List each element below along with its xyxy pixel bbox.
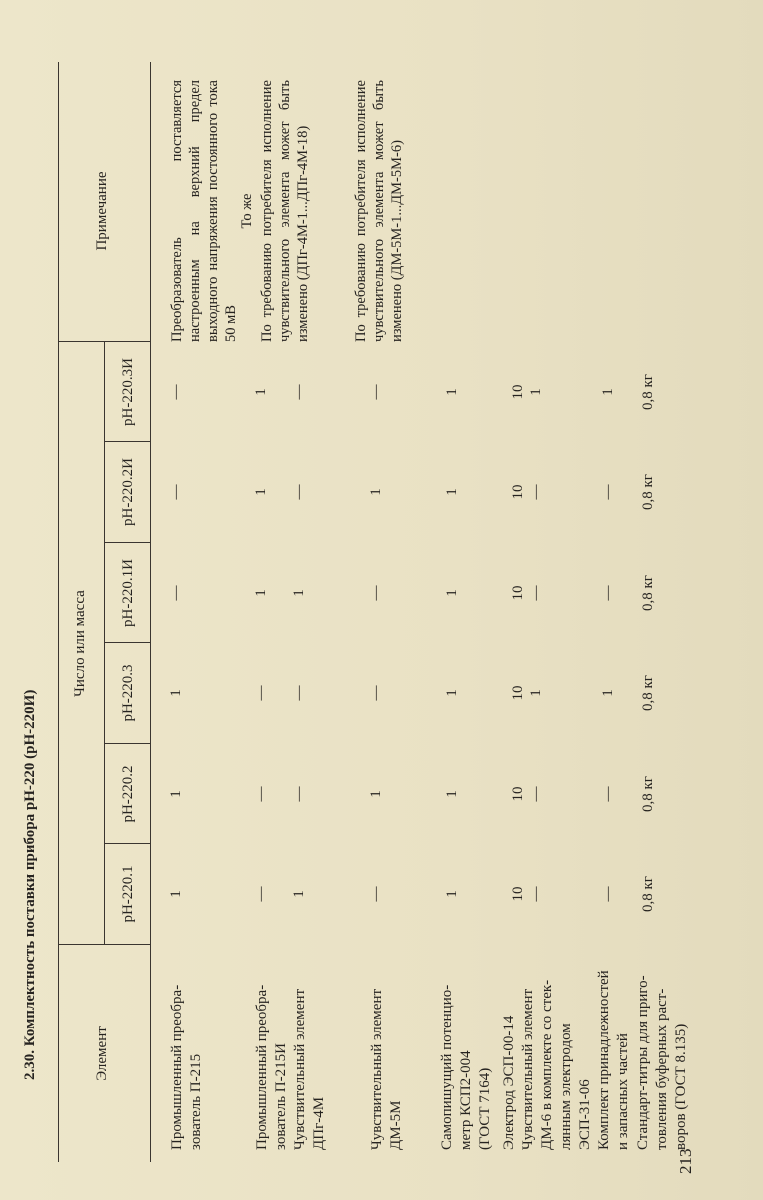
row-value: 1 xyxy=(291,589,307,597)
header-model-2: pH-220.2 xyxy=(120,765,136,823)
row-value: 10 xyxy=(510,685,526,701)
row-value: 1 xyxy=(253,488,269,496)
header-bottom-rule xyxy=(150,62,151,1162)
row-element-label: Промышленный преобра- зователь П-215 xyxy=(169,984,204,1150)
row-value: 1 xyxy=(444,589,460,597)
row-value: 0,8 кг xyxy=(640,575,656,611)
header-element: Элемент xyxy=(94,1026,110,1081)
row-element-label: Стандарт-титры для приго- товления буферных раст- воров (ГОСТ 8.135) xyxy=(635,975,689,1150)
header-model-4: pH-220.1И xyxy=(120,559,136,627)
row-value: — xyxy=(168,384,184,400)
row-value: 1 xyxy=(168,689,184,697)
row-value: 1 xyxy=(444,388,460,396)
row-value: — xyxy=(368,585,384,601)
row-value: 0,8 кг xyxy=(640,374,656,410)
row-value: 0,8 кг xyxy=(640,876,656,912)
row-value: — xyxy=(528,585,544,601)
row-value: 1 xyxy=(253,388,269,396)
table-caption: 2.30. Комплектность поставки прибора pH-220 (pH-220И) xyxy=(22,689,38,1080)
row-value: — xyxy=(600,886,616,902)
header-model-6: pH-220.3И xyxy=(120,358,136,426)
row-note: По требованию потребителя исполнение чувствительного элемента может быть изменено (ДМ-5М-1...ДМ-5М-6) xyxy=(353,80,405,342)
row-value: — xyxy=(600,484,616,500)
header-note: Примечание xyxy=(94,171,110,251)
row-element-label: Комплект принадлежностей и запасных частей xyxy=(596,970,631,1150)
row-value: — xyxy=(291,685,307,701)
row-value: — xyxy=(368,685,384,701)
row-value: 1 xyxy=(444,488,460,496)
row-value: — xyxy=(253,886,269,902)
row-value: — xyxy=(528,886,544,902)
row-value: 1 xyxy=(168,790,184,798)
row-value: 1 xyxy=(291,890,307,898)
row-note: Преобразователь поставляется настроенным на верхний предел выходного напряжения постоянного тока 50 мВ xyxy=(169,80,239,342)
row-element-label: Чувствительный элемент ДПг-4М xyxy=(292,988,327,1150)
row-value: — xyxy=(291,384,307,400)
row-value: 0,8 кг xyxy=(640,474,656,510)
row-value: 10 xyxy=(510,384,526,400)
row-value: — xyxy=(253,786,269,802)
row-element-label: Самопишущий потенцио- метр КСП2-004 (ГОСТ 7164) xyxy=(439,984,493,1150)
row-value: — xyxy=(600,585,616,601)
row-value: 1 xyxy=(444,689,460,697)
page-number: 213 xyxy=(676,1148,695,1174)
header-model-5: pH-220.2И xyxy=(120,458,136,526)
row-value: 1 xyxy=(168,890,184,898)
row-value: — xyxy=(291,484,307,500)
row-note: То же xyxy=(239,193,255,229)
row-value: 1 xyxy=(368,790,384,798)
header-model-3: pH-220.3 xyxy=(120,664,136,722)
row-value: 0,8 кг xyxy=(640,675,656,711)
subheader-rule xyxy=(104,342,105,945)
row-value: 1 xyxy=(444,890,460,898)
row-value: 10 xyxy=(510,484,526,500)
row-value: 1 xyxy=(253,589,269,597)
row-value: 10 xyxy=(510,886,526,902)
row-value: — xyxy=(168,484,184,500)
row-value: — xyxy=(368,886,384,902)
row-value: — xyxy=(528,786,544,802)
row-element-label: Чувствительный элемент ДМ-5М xyxy=(369,988,404,1150)
row-value: 1 xyxy=(528,689,544,697)
row-value: — xyxy=(168,585,184,601)
row-element-label: Чувствительный элемент ДМ-6 в комплекте со стек- лянным электродом ЭСП-31-06 xyxy=(520,979,593,1150)
row-note: По требованию потребителя исполнение чувствительного элемента может быть изменено (ДПг-4М-1...ДПг-4М-18) xyxy=(259,80,311,342)
row-value: 0,8 кг xyxy=(640,776,656,812)
header-number-or-mass: Число или масса xyxy=(72,590,88,697)
row-value: 10 xyxy=(510,786,526,802)
row-value: 10 xyxy=(510,585,526,601)
row-value: 1 xyxy=(600,689,616,697)
row-value: — xyxy=(368,384,384,400)
table-top-rule xyxy=(58,62,59,1162)
row-value: — xyxy=(600,786,616,802)
row-value: — xyxy=(253,685,269,701)
row-value: 1 xyxy=(600,388,616,396)
row-element-label: Промышленный преобра- зователь П-215И xyxy=(254,984,289,1150)
row-value: 1 xyxy=(368,488,384,496)
row-value: 1 xyxy=(444,790,460,798)
row-value: — xyxy=(528,484,544,500)
row-value: — xyxy=(291,786,307,802)
row-element-label: Электрод ЭСП-00-14 xyxy=(501,1015,517,1150)
header-model-1: pH-220.1 xyxy=(120,865,136,923)
row-value: 1 xyxy=(528,388,544,396)
